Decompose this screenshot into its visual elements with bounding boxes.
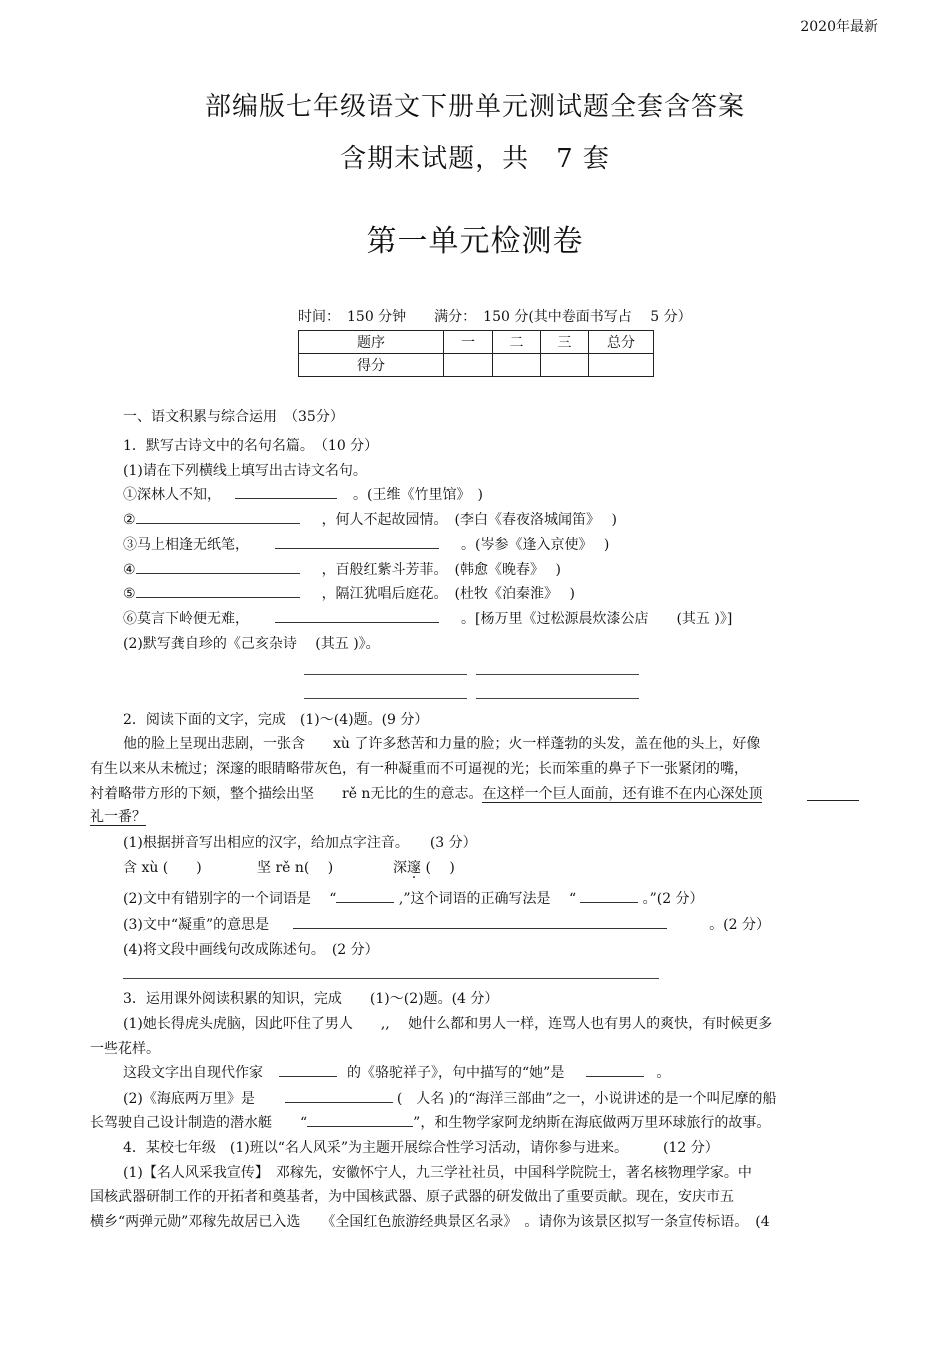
text: 。”(2 分） [638,891,704,907]
table-cell: 二 [493,331,541,354]
poem-line-3 [123,534,609,554]
passage-line [90,1112,770,1132]
text: (2)《海底两万里》是 [123,1091,255,1107]
question-3-sub2 [123,1088,777,1108]
table-cell: 一 [444,331,493,354]
text: 长驾驶自己设计制造的潜水艇 “ [90,1115,308,1131]
pinyin-char: 深 [393,860,407,876]
passage-line: (1)【名人风采我宣传】 邓稼先，安徽怀宁人，九三学社社员，中国科学院院士，著名核物理学家。中 [123,1165,752,1181]
pinyin-item: 含 xù ( ) [123,860,202,876]
underline-extension [807,800,859,801]
poem-post: ，隔江犹唱后庭花。 (杜牧《泊秦淮》 ) [321,586,575,602]
page-subtitle: 含期末试题，共 7 套 [340,144,610,174]
passage-line: 有生以来从未梳过；深邃的眼睛略带灰色，有一种凝重而不可逼视的光；长而笨重的鼻子下一张紧闭的嘴， [90,761,748,777]
question-4-title: 4．某校七年级 (1)班以“名人风采”为主题开展综合性学习活动，请你参与进来。 (12 分） [123,1140,719,1156]
table-cell: 得分 [299,354,444,377]
poem-line-5 [123,583,575,603]
text: ( 人名 )的“海洋三部曲”之一，小说讲述的是一个叫尼摩的船 [396,1091,777,1107]
text: ,”这个词语的正确写法是 “ [394,891,577,907]
answer-blank[interactable] [279,1062,337,1077]
pinyin-bracket: ( ) [421,860,455,876]
score-table-header-row [299,331,654,354]
answer-blank[interactable] [580,888,638,903]
table-cell-empty[interactable] [589,354,654,377]
question-2-sub1: (1)根据拼音写出相应的汉字，给加点字注音。 (3 分） [123,835,477,851]
passage-line [90,783,762,803]
question-2-sub2 [123,888,704,908]
text: 。(2 分） [709,917,770,933]
header-corner: 2020年最新 [800,19,878,35]
text: ”，和生物学家阿龙纳斯在海底做两万里环球旅行的故事。 [413,1115,771,1131]
text: (2)文中有错别字的一个词语是 “ [123,891,337,907]
question-2-sub3 [123,914,770,934]
pinyin-item [393,857,455,877]
answer-blank[interactable] [293,914,667,929]
score-table-score-row [299,354,654,377]
score-table [298,330,654,377]
poem-line-1 [123,484,483,504]
question-2-sub4: (4)将文段中画线句改成陈述句。 (2 分） [123,942,379,958]
poem-pre: ⑤ [123,586,136,602]
poem-post: ，何人不起故园情。 (李白《春夜洛城闻笛》 ) [321,512,617,528]
exam-info: 时间： 150 分钟 满分： 150 分(其中卷面书写占 5 分） [298,309,692,325]
passage-line: (1)她长得虎头虎脑，因此吓住了男人 ,, 她什么都和男人一样，连骂人也有男人的爽快，有时候更多 [123,1016,773,1032]
text: 这段文字出自现代作家 [123,1065,263,1081]
table-cell: 题序 [299,331,444,354]
table-cell-empty[interactable] [541,354,589,377]
answer-blank[interactable] [275,534,439,549]
poem-pre: ③马上相逢无纸笔， [123,537,249,553]
text: 。 [656,1065,671,1081]
answer-line[interactable] [304,674,467,675]
answer-blank[interactable] [136,559,300,574]
answer-blank[interactable] [307,1112,413,1127]
passage-line [90,806,146,826]
poem-post: 。(王维《竹里馆》 ) [353,487,483,503]
poem-pre: ② [123,512,136,528]
section-title: 一、语文积累与综合运用 （35分） [123,409,344,425]
pinyin-item: 坚 rě n( ) [257,860,334,876]
text: 的《骆驼祥子》，句中描写的“她”是 [347,1065,565,1081]
answer-blank[interactable] [235,484,337,499]
poem-line-2 [123,509,617,529]
page-title: 部编版七年级语文下册单元测试题全套含答案 [204,92,745,122]
table-cell: 三 [541,331,589,354]
question-1-sub2: (2)默写龚自珍的《己亥杂诗 (其五 )》。 [123,636,380,652]
passage-line: 他的脸上呈现出悲剧，一张含 xù 了许多愁苦和力量的脸；火一样蓬勃的头发，盖在他的头上，好像 [123,736,761,752]
table-cell-empty[interactable] [493,354,541,377]
answer-line[interactable] [476,674,639,675]
poem-pre: ①深林人不知， [123,487,221,503]
answer-blank[interactable] [136,509,300,524]
poem-post: 。[杨万里《过松源晨炊漆公店 (其五 )》] [461,611,733,627]
poem-post: 。(岑参《逢入京使》 ) [461,537,610,553]
question-3-sub1 [123,1062,670,1082]
answer-blank[interactable] [136,583,300,598]
question-2-title: 2．阅读下面的文字，完成 (1)～(4)题。(9 分） [123,712,429,728]
text: (3)文中“凝重”的意思是 [123,917,270,933]
question-1-sub1: (1)请在下列横线上填写出古诗文名句。 [123,463,367,479]
underlined-sentence-end: 礼一番？ [90,809,146,825]
dotted-char: 邃 [407,860,421,876]
table-cell: 总分 [589,331,654,354]
passage-text: 衬着略带方形的下颏，整个描绘出坚 rě n无比的生的意志。 [90,786,483,802]
poem-post: ，百般红紫斗芳菲。 (韩愈《晚春》 ) [321,562,561,578]
answer-line[interactable] [304,698,467,699]
passage-line: 横乡“两弹元勋”邓稼先故居已入选 《全国红色旅游经典景区名录》 。请你为该景区拟写一条宣传标语。 (4 [90,1214,770,1230]
poem-pre: ④ [123,562,136,578]
table-cell-empty[interactable] [444,354,493,377]
passage-line: 国核武器研制工作的开拓者和奠基者，为中国核武器、原子武器的研发做出了重要贡献。现在，安庆市五 [90,1189,734,1205]
answer-blank[interactable] [336,888,394,903]
poem-line-4 [123,559,561,579]
answer-line[interactable] [123,978,659,979]
unit-title: 第一单元检测卷 [366,224,584,259]
answer-line[interactable] [476,698,639,699]
question-1-title: 1．默写古诗文中的名句名篇。 （10 分） [123,438,379,454]
answer-blank[interactable] [285,1088,393,1103]
passage-line: 一些花样。 [90,1041,160,1057]
underlined-sentence: 在这样一个巨人面前，还有谁不在内心深处顶 [482,786,763,802]
question-3-title: 3．运用课外阅读积累的知识，完成 (1)～(2)题。(4 分） [123,991,499,1007]
answer-blank[interactable] [275,608,439,623]
poem-pre: ⑥莫言下岭便无难， [123,611,249,627]
answer-blank[interactable] [586,1062,644,1077]
poem-line-6 [123,608,732,628]
